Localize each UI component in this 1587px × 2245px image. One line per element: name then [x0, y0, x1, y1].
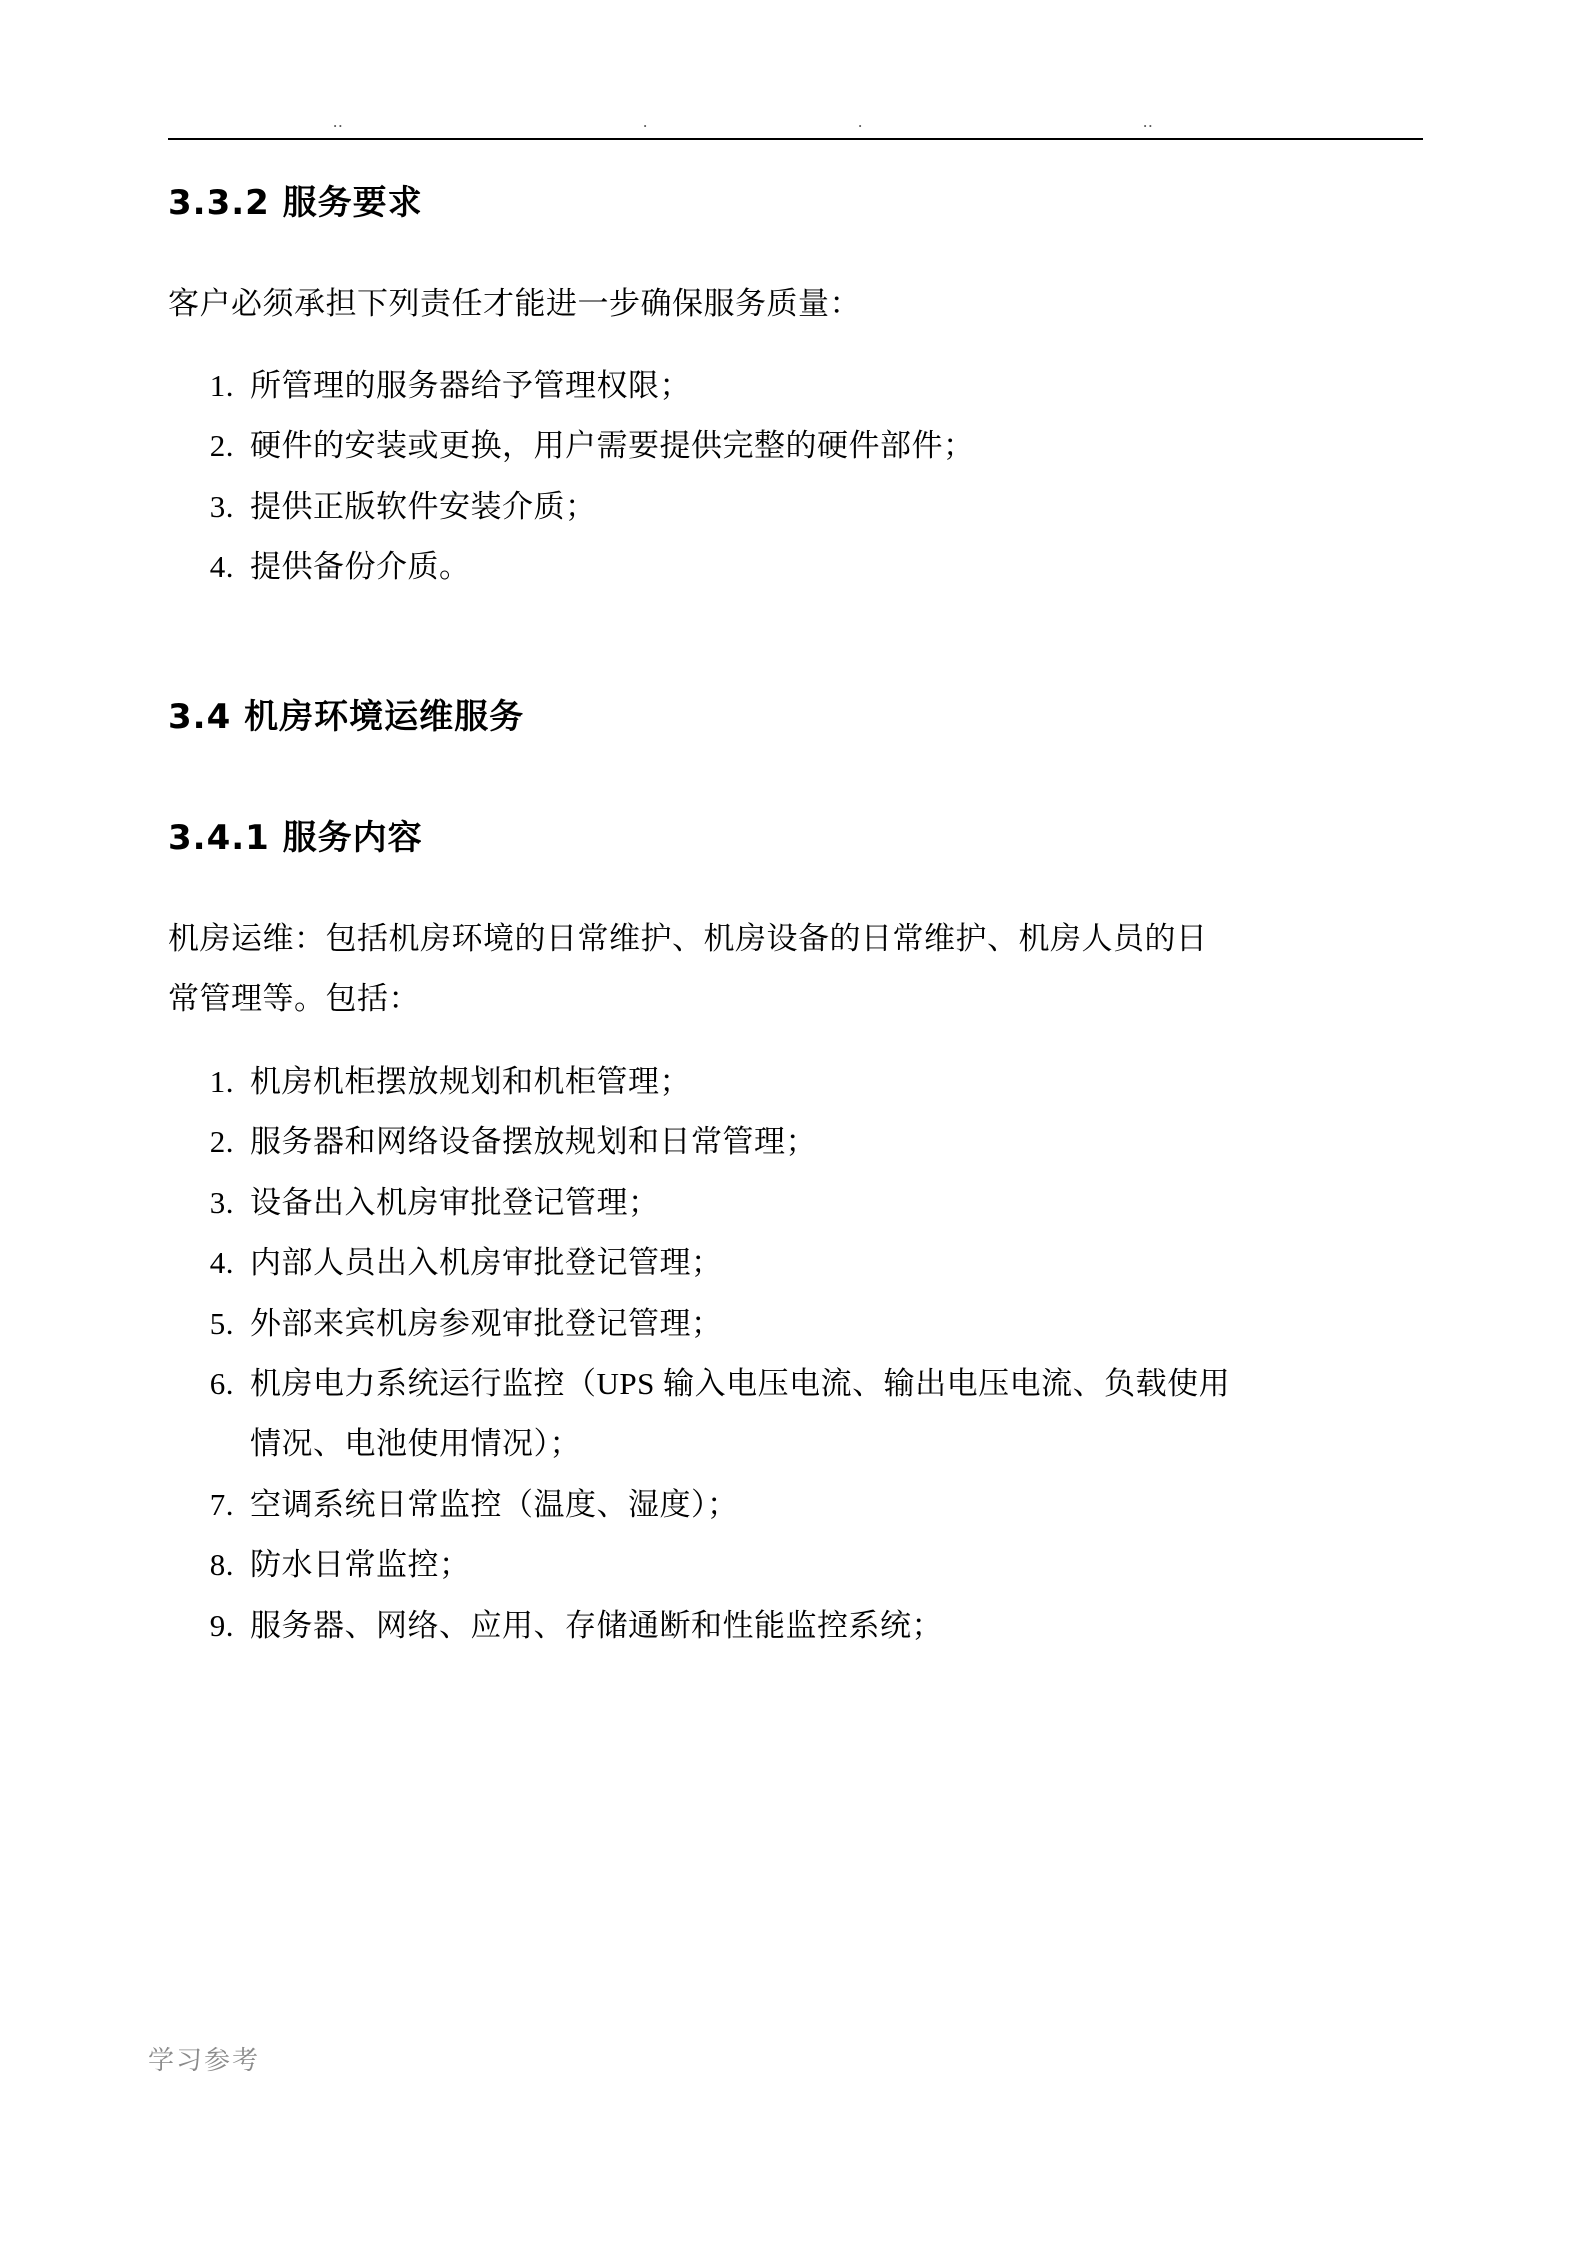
list-item-label: 提供备份介质。: [250, 549, 471, 585]
heading-3-4-1: 3.4.1 服务内容: [168, 818, 423, 859]
list-item: [168, 1173, 1423, 1233]
list-item: [168, 1112, 1423, 1172]
list-item-number: 6.: [209, 1366, 234, 1402]
list-item: [168, 537, 1423, 597]
footer-watermark: 学习参考: [148, 2046, 261, 2076]
list-item: [168, 356, 1423, 416]
list-item-label-cont: 情况、电池使用情况）；: [250, 1426, 581, 1462]
list-item-label: 空调系统日常监控（温度、湿度）；: [250, 1486, 739, 1522]
list-item-label: 机房机柜摆放规划和机柜管理；: [250, 1063, 691, 1099]
list-service-requirements: [168, 356, 1423, 598]
list-item-number: 9.: [209, 1607, 234, 1643]
list-item-label: 外部来宾机房参观审批登记管理；: [250, 1305, 723, 1341]
list-item-label: 服务器、网络、应用、存储通断和性能监控系统；: [250, 1607, 943, 1643]
list-item-number: 8.: [209, 1547, 234, 1583]
list-item: [168, 1596, 1423, 1656]
header-dot-2: .: [643, 112, 649, 131]
paragraph-room-ops-intro-line1: 机房运维：包括机房环境的日常维护、机房设备的日常维护、机房人员的日: [168, 920, 1208, 956]
list-item: [168, 416, 1423, 476]
list-item-number: 4.: [209, 549, 234, 585]
header-divider: [168, 138, 1423, 140]
list-service-content: [168, 1052, 1423, 1656]
list-item: [168, 477, 1423, 537]
list-item-number: 1.: [209, 368, 234, 404]
list-item: [168, 1052, 1423, 1112]
list-item: [168, 1233, 1423, 1293]
list-item-label: 内部人员出入机房审批登记管理；: [250, 1245, 723, 1281]
heading-3-3-2: 3.3.2 服务要求: [168, 183, 423, 223]
list-item-label: 提供正版软件安装介质；: [250, 488, 597, 524]
list-item-number: 7.: [209, 1486, 234, 1522]
list-item-label: 设备出入机房审批登记管理；: [250, 1184, 660, 1220]
list-item-label: 机房电力系统运行监控（UPS 输入电压电流、输出电压电流、负载使用: [250, 1366, 1231, 1402]
list-item-label: 所管理的服务器给予管理权限；: [250, 368, 691, 404]
list-item: [168, 1475, 1423, 1535]
list-item-label: 防水日常监控；: [250, 1547, 471, 1583]
list-item-label: 服务器和网络设备摆放规划和日常管理；: [250, 1124, 817, 1160]
list-item-number: 3.: [209, 488, 234, 524]
list-item-number: 2.: [209, 428, 234, 464]
header-dot-3: .: [858, 112, 864, 131]
header-dot-4: ..: [1143, 112, 1154, 131]
list-item: [168, 1294, 1423, 1354]
list-item-number: 4.: [209, 1245, 234, 1281]
header-dot-marks: [168, 112, 1423, 134]
list-item-number: 3.: [209, 1184, 234, 1220]
list-item-label: 硬件的安装或更换，用户需要提供完整的硬件部件；: [250, 428, 975, 464]
paragraph-service-requirement-intro: 客户必须承担下列责任才能进一步确保服务质量：: [168, 285, 861, 321]
paragraph-room-ops-intro-line2: 常管理等。包括：: [168, 981, 420, 1017]
list-item: [168, 1354, 1423, 1475]
list-item-number: 1.: [209, 1063, 234, 1099]
document-body: [168, 180, 1423, 1656]
page-header: [168, 112, 1423, 152]
list-item: [168, 1535, 1423, 1595]
list-item-number: 5.: [209, 1305, 234, 1341]
heading-3-4: 3.4 机房环境运维服务: [168, 696, 525, 737]
header-dot-1: ..: [333, 112, 344, 131]
list-item-number: 2.: [209, 1124, 234, 1160]
